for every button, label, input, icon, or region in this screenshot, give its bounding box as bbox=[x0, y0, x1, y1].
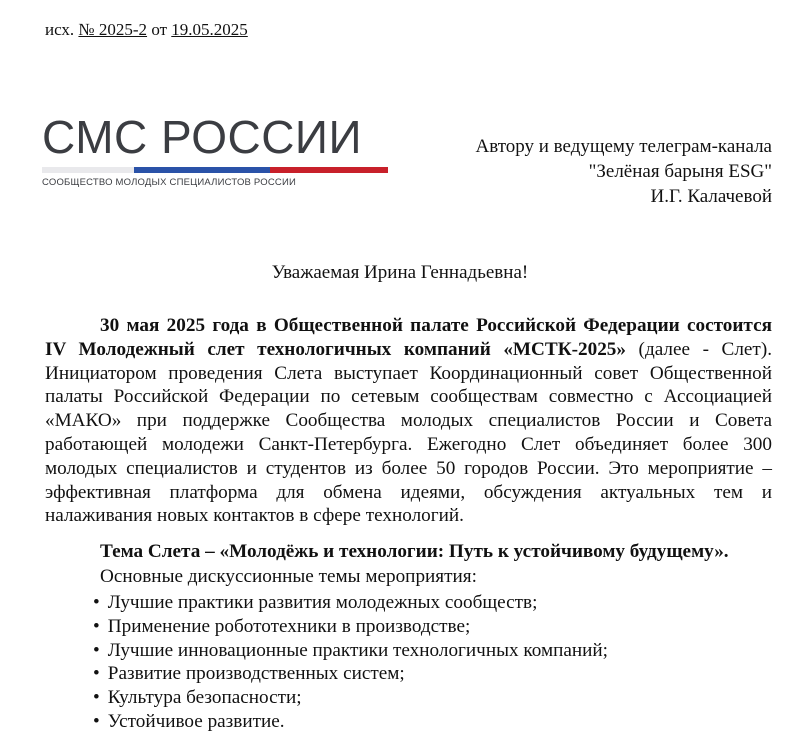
body-text: (далее - Слет). Инициатором проведения Слета выступает Координационный совет Общественной палаты Российской Федерации по сетевым сообществам совместно с Ассоциацией «МАКО» при поддержке Сообщества молодых специалистов России и Совета работающей молодежи Санкт-Петербурга. Ежегодно Слет объединяет более 300 молодых специалистов и студентов из более 50 городов России. Это мероприятие – эффективная платформа для обмена идеями, обсуждения актуальных тем и налаживания новых контактов в сфере технологий. bbox=[45, 338, 773, 527]
list-item: • Применение робототехники в производстве; bbox=[93, 615, 471, 637]
bullet-icon: • bbox=[93, 592, 100, 613]
bullet-icon: • bbox=[93, 663, 100, 685]
logo-bar-blue bbox=[134, 167, 270, 173]
addressee-line-1: Автору и ведущему телеграм-канала bbox=[475, 136, 772, 157]
event-topic: Тема Слета – «Молодёжь и технологии: Путь к устойчивому будущему». bbox=[100, 541, 729, 562]
logo-bar-white bbox=[42, 167, 134, 173]
list-item: • Культура безопасности; bbox=[93, 687, 302, 709]
bullet-icon: • bbox=[93, 687, 100, 709]
salutation: Уважаемая Ирина Геннадьевна! bbox=[271, 262, 529, 283]
logo-tricolor-bar bbox=[42, 167, 388, 173]
topics-list bbox=[93, 591, 608, 734]
logo-subtitle: СООБЩЕСТВО МОЛОДЫХ СПЕЦИАЛИСТОВ РОССИИ bbox=[42, 177, 297, 188]
body-paragraph bbox=[45, 314, 772, 528]
list-item: • Лучшие практики развития молодежных сообществ; bbox=[93, 592, 538, 613]
outgoing-reference bbox=[45, 20, 248, 40]
addressee-block bbox=[432, 134, 772, 209]
logo-title: СМС РОССИИ bbox=[42, 111, 363, 163]
bullet-icon: • bbox=[93, 615, 100, 637]
list-item: • Устойчивое развитие. bbox=[93, 710, 285, 732]
reference-prefix: исх. bbox=[45, 20, 75, 39]
topics-intro: Основные дискуссионные темы мероприятия: bbox=[100, 566, 477, 587]
bullet-icon: • bbox=[93, 710, 100, 732]
reference-date: 19.05.2025 bbox=[171, 20, 248, 39]
addressee-line-3: И.Г. Калачевой bbox=[650, 186, 772, 207]
body-bold-lead: 30 мая 2025 года в Общественной палате Российской Федерации состоится IV Молодежный слет технологичных компаний «МСТК-2025» bbox=[45, 315, 772, 360]
logo-bar-red bbox=[270, 167, 388, 173]
reference-from: от bbox=[151, 20, 168, 39]
sms-russia-logo bbox=[42, 111, 392, 188]
bullet-icon: • bbox=[93, 639, 100, 661]
list-item: • Лучшие инновационные практики технологичных компаний; bbox=[93, 639, 609, 661]
reference-number: № 2025-2 bbox=[78, 20, 148, 39]
addressee-line-2: "Зелёная барыня ESG" bbox=[588, 161, 772, 182]
list-item: • Развитие производственных систем; bbox=[93, 663, 405, 685]
